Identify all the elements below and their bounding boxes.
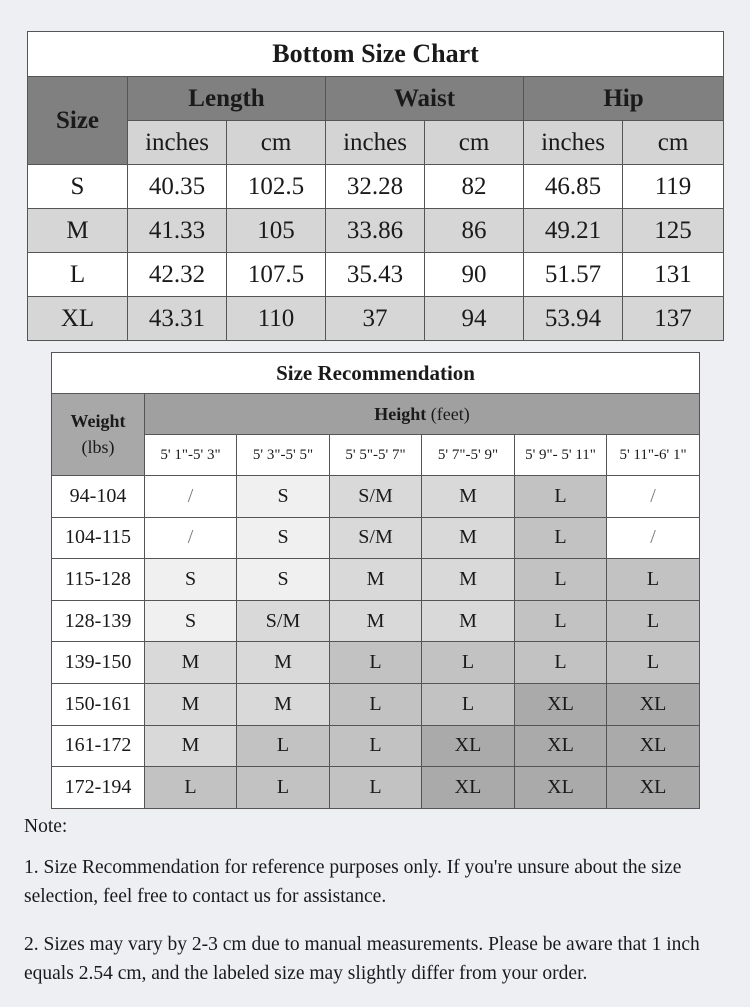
recommended-size-cell: / <box>607 517 700 559</box>
weight-range: 172-194 <box>52 767 145 809</box>
measurement-cell: 32.28 <box>326 165 425 209</box>
measurement-cell: 49.21 <box>524 209 623 253</box>
recommended-size-cell: M <box>422 600 515 642</box>
height-range-header: 5' 5"-5' 7" <box>330 435 422 476</box>
recommended-size-cell: L <box>607 642 700 684</box>
weight-range: 94-104 <box>52 476 145 518</box>
length-header: Length <box>128 77 326 121</box>
unit-header: cm <box>623 121 724 165</box>
weight-unit: (lbs) <box>81 436 115 457</box>
measurement-cell: 51.57 <box>524 253 623 297</box>
measurement-cell: 105 <box>227 209 326 253</box>
notes-heading: Note: <box>24 816 68 837</box>
height-range-header: 5' 9"- 5' 11" <box>515 435 607 476</box>
recommended-size-cell: L <box>515 517 607 559</box>
recommended-size-cell: XL <box>515 725 607 767</box>
hip-header: Hip <box>524 77 724 121</box>
size-header: Size <box>28 77 128 165</box>
recommended-size-cell: L <box>515 559 607 601</box>
measurement-cell: 137 <box>623 297 724 341</box>
measurement-cell: 86 <box>425 209 524 253</box>
measurement-cell: 46.85 <box>524 165 623 209</box>
recommended-size-cell: L <box>237 767 330 809</box>
measurement-cell: 110 <box>227 297 326 341</box>
measurement-cell: 41.33 <box>128 209 227 253</box>
bottom-size-chart <box>27 31 724 341</box>
height-range-header: 5' 7"-5' 9" <box>422 435 515 476</box>
recommended-size-cell: M <box>330 559 422 601</box>
unit-header: inches <box>326 121 425 165</box>
recommended-size-cell: M <box>145 642 237 684</box>
weight-header <box>52 394 145 476</box>
recommended-size-cell: XL <box>607 683 700 725</box>
weight-row <box>52 600 700 642</box>
height-range-header: 5' 3"-5' 5" <box>237 435 330 476</box>
recommended-size-cell: S <box>237 517 330 559</box>
recommended-size-cell: M <box>330 600 422 642</box>
size-row <box>28 297 724 341</box>
measurement-cell: 90 <box>425 253 524 297</box>
height-range-header: 5' 11"-6' 1" <box>607 435 700 476</box>
measurement-cell: 82 <box>425 165 524 209</box>
measurement-cell: 37 <box>326 297 425 341</box>
recommended-size-cell: L <box>237 725 330 767</box>
recommended-size-cell: M <box>145 683 237 725</box>
recommended-size-cell: L <box>515 642 607 684</box>
waist-header: Waist <box>326 77 524 121</box>
note-item: 1. Size Recommendation for reference purposes only. If you're unsure about the size selection, feel free to contact us for assistance. <box>24 857 682 907</box>
note-item: 2. Sizes may vary by 2-3 cm due to manual measurements. Please be aware that 1 inch equals 2.54 cm, and the labeled size may slightly differ from your order. <box>24 934 700 984</box>
recommended-size-cell: S <box>237 559 330 601</box>
recommended-size-cell: L <box>422 683 515 725</box>
recommended-size-cell: M <box>237 642 330 684</box>
unit-header: cm <box>425 121 524 165</box>
recommended-size-cell: L <box>330 642 422 684</box>
recommendation-title: Size Recommendation <box>52 353 700 394</box>
measurement-cell: 35.43 <box>326 253 425 297</box>
notes-section <box>24 812 729 1007</box>
height-unit: (feet) <box>430 403 470 424</box>
recommended-size-cell: S/M <box>330 476 422 518</box>
recommended-size-cell: S/M <box>330 517 422 559</box>
unit-header: inches <box>128 121 227 165</box>
chart-title: Bottom Size Chart <box>28 32 724 77</box>
weight-label: Weight <box>70 411 126 432</box>
size-label: S <box>28 165 128 209</box>
measurement-cell: 40.35 <box>128 165 227 209</box>
weight-range: 161-172 <box>52 725 145 767</box>
measurement-cell: 53.94 <box>524 297 623 341</box>
weight-range: 150-161 <box>52 683 145 725</box>
recommended-size-cell: S <box>145 600 237 642</box>
recommended-size-cell: L <box>607 600 700 642</box>
weight-range: 104-115 <box>52 517 145 559</box>
measurement-cell: 102.5 <box>227 165 326 209</box>
weight-row <box>52 683 700 725</box>
recommended-size-cell: XL <box>422 767 515 809</box>
weight-row <box>52 767 700 809</box>
height-range-header: 5' 1"-5' 3" <box>145 435 237 476</box>
size-row <box>28 253 724 297</box>
size-recommendation-chart <box>51 352 700 809</box>
recommended-size-cell: M <box>422 517 515 559</box>
recommended-size-cell: XL <box>607 767 700 809</box>
recommended-size-cell: / <box>607 476 700 518</box>
size-row <box>28 165 724 209</box>
recommended-size-cell: XL <box>607 725 700 767</box>
recommended-size-cell: S/M <box>237 600 330 642</box>
recommended-size-cell: XL <box>515 683 607 725</box>
measurement-cell: 33.86 <box>326 209 425 253</box>
recommended-size-cell: S <box>145 559 237 601</box>
size-row <box>28 209 724 253</box>
size-label: M <box>28 209 128 253</box>
recommended-size-cell: M <box>422 559 515 601</box>
recommended-size-cell: L <box>422 642 515 684</box>
recommended-size-cell: L <box>330 683 422 725</box>
weight-range: 128-139 <box>52 600 145 642</box>
measurement-cell: 107.5 <box>227 253 326 297</box>
measurement-cell: 43.31 <box>128 297 227 341</box>
recommended-size-cell: M <box>422 476 515 518</box>
recommended-size-cell: L <box>515 476 607 518</box>
measurement-cell: 131 <box>623 253 724 297</box>
recommended-size-cell: L <box>515 600 607 642</box>
weight-row <box>52 725 700 767</box>
size-label: L <box>28 253 128 297</box>
measurement-cell: 94 <box>425 297 524 341</box>
recommended-size-cell: L <box>607 559 700 601</box>
unit-header: inches <box>524 121 623 165</box>
height-header <box>145 394 700 435</box>
recommended-size-cell: XL <box>422 725 515 767</box>
weight-range: 139-150 <box>52 642 145 684</box>
weight-row <box>52 559 700 601</box>
unit-header: cm <box>227 121 326 165</box>
recommended-size-cell: XL <box>515 767 607 809</box>
weight-row <box>52 476 700 518</box>
recommended-size-cell: S <box>237 476 330 518</box>
measurement-cell: 119 <box>623 165 724 209</box>
weight-row <box>52 642 700 684</box>
recommended-size-cell: / <box>145 517 237 559</box>
recommended-size-cell: L <box>145 767 237 809</box>
weight-range: 115-128 <box>52 559 145 601</box>
weight-row <box>52 517 700 559</box>
size-label: XL <box>28 297 128 341</box>
measurement-cell: 125 <box>623 209 724 253</box>
measurement-cell: 42.32 <box>128 253 227 297</box>
height-label: Height <box>374 403 427 424</box>
recommended-size-cell: / <box>145 476 237 518</box>
recommended-size-cell: M <box>237 683 330 725</box>
recommended-size-cell: L <box>330 767 422 809</box>
recommended-size-cell: L <box>330 725 422 767</box>
recommended-size-cell: M <box>145 725 237 767</box>
